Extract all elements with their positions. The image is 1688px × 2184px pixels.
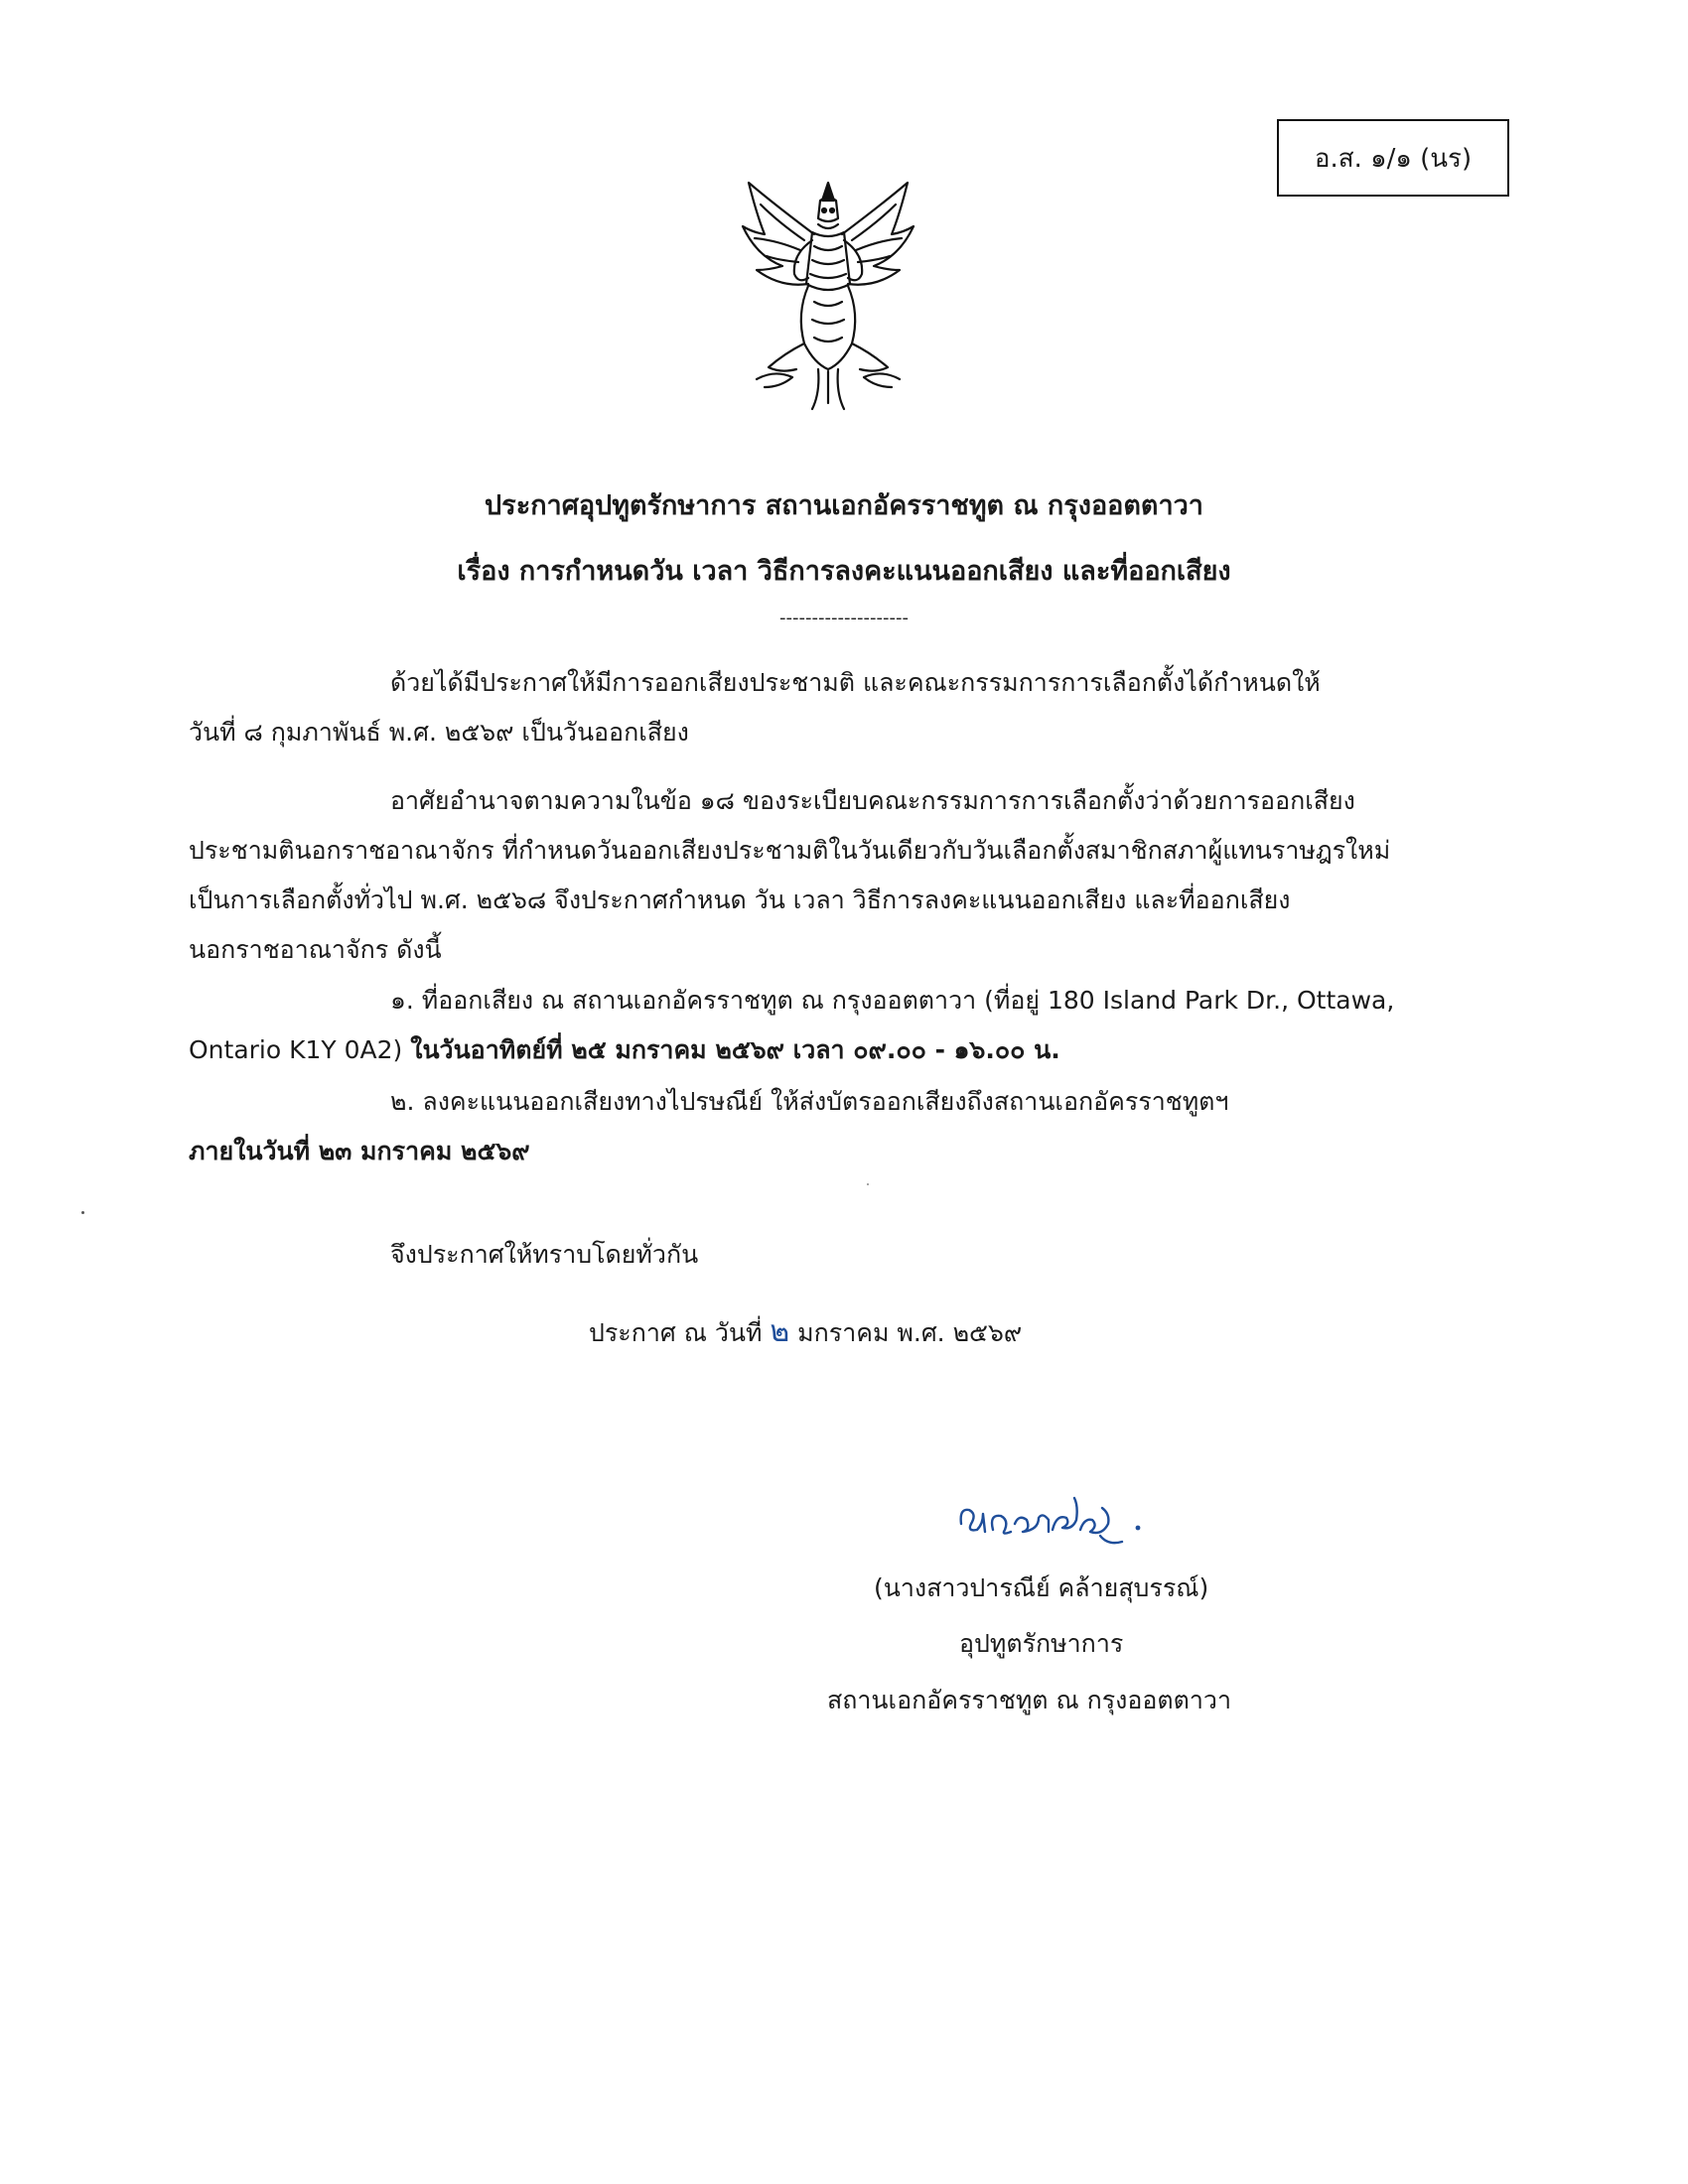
item-2-deadline: ภายในวันที่ ๒๓ มกราคม ๒๕๖๙ bbox=[189, 1137, 530, 1165]
item-2-line-1: ๒. ลงคะแนนออกเสียงทางไปรษณีย์ ให้ส่งบัตรออกเสียงถึงสถานเอกอัครราชทูตฯ bbox=[390, 1087, 1229, 1116]
paragraph-2-line-1: อาศัยอำนาจตามความในข้อ ๑๘ ของระเบียบคณะกรรมการการเลือกตั้งว่าด้วยการออกเสียง bbox=[390, 786, 1355, 815]
item-1-line-1: ๑. ที่ออกเสียง ณ สถานเอกอัครราชทูต ณ กรุงออตตาวา (ที่อยู่ 180 Island Park Dr., Ottawa, bbox=[390, 986, 1395, 1015]
signatory-office: สถานเอกอัครราชทูต ณ กรุงออตตาวา bbox=[827, 1686, 1232, 1714]
scan-speck bbox=[81, 1211, 84, 1214]
scan-speck bbox=[867, 1183, 869, 1185]
date-suffix: มกราคม พ.ศ. ๒๕๖๙ bbox=[797, 1318, 1023, 1347]
paragraph-2-line-3: เป็นการเลือกตั้งทั่วไป พ.ศ. ๒๕๖๘ จึงประกาศกำหนด วัน เวลา วิธีการลงคะแนนออกเสียง และที่ออกเสียง bbox=[189, 886, 1291, 914]
form-code-box bbox=[1277, 119, 1509, 197]
item-1-address-end: Ontario K1Y 0A2) bbox=[189, 1035, 411, 1064]
form-code-text: อ.ส. ๑/๑ (นร) bbox=[1314, 143, 1473, 174]
closing-announce: จึงประกาศให้ทราบโดยทั่วกัน bbox=[390, 1240, 699, 1269]
signatory-name: (นางสาวปารณีย์ คล้ายสุบรรณ์) bbox=[874, 1573, 1209, 1602]
announcement-subject: เรื่อง การกำหนดวัน เวลา วิธีการลงคะแนนออกเสียง และที่ออกเสียง bbox=[457, 556, 1231, 587]
garuda-emblem-icon bbox=[735, 175, 921, 413]
paragraph-2-line-2: ประชามตินอกราชอาณาจักร ที่กำหนดวันออกเสียงประชามติในวันเดียวกับวันเลือกตั้งสมาชิกสภาผู้แทนราษฎรใหม่ bbox=[189, 836, 1391, 865]
announcement-title: ประกาศอุปทูตรักษาการ สถานเอกอัครราชทูต ณ กรุงออตตาวา bbox=[485, 490, 1203, 521]
handwritten-signature bbox=[953, 1484, 1172, 1554]
paragraph-1-line-1: ด้วยได้มีประกาศให้มีการออกเสียงประชามติ และคณะกรรมการการเลือกตั้งได้กำหนดให้ bbox=[390, 668, 1321, 697]
paragraph-1-line-2: วันที่ ๘ กุมภาพันธ์ พ.ศ. ๒๕๖๙ เป็นวันออกเสียง bbox=[189, 718, 689, 747]
item-1-date-time: ในวันอาทิตย์ที่ ๒๕ มกราคม ๒๕๖๙ เวลา ๐๙.๐๐ - ๑๖.๐๐ น. bbox=[410, 1035, 1060, 1064]
signatory-position: อุปทูตรักษาการ bbox=[959, 1629, 1124, 1658]
date-day-handwritten: ๒ bbox=[770, 1314, 790, 1349]
title-divider: -------------------- bbox=[779, 608, 909, 628]
announcement-date bbox=[589, 1308, 1022, 1355]
paragraph-2-line-4: นอกราชอาณาจักร ดังนี้ bbox=[189, 935, 442, 964]
item-1-line-2 bbox=[189, 1030, 1060, 1070]
date-prefix: ประกาศ ณ วันที่ bbox=[589, 1318, 763, 1347]
